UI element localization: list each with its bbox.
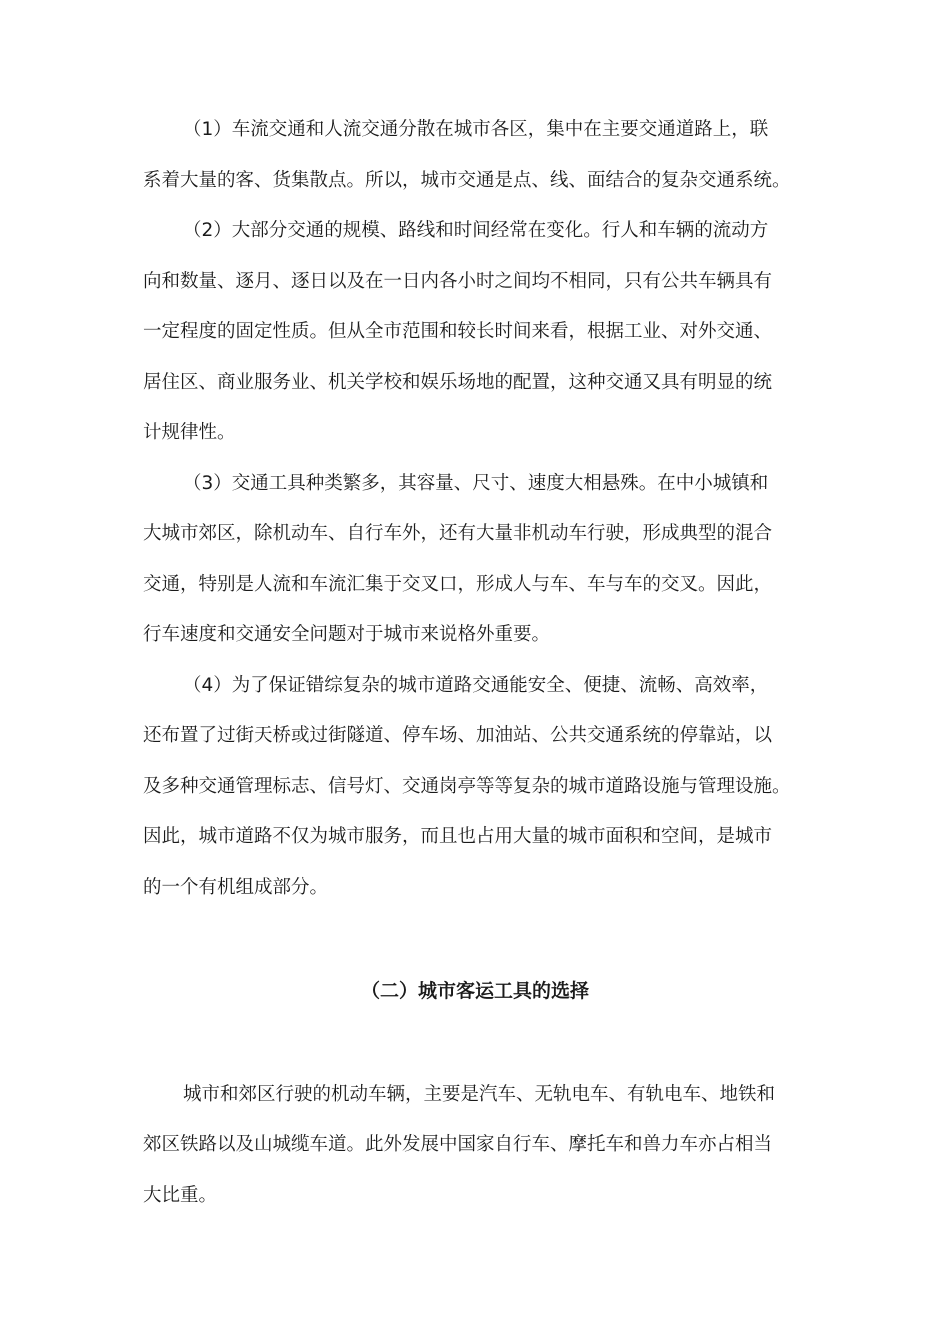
paragraph-1-line-2: 系着大量的客、货集散点。所以，城市交通是点、线、面结合的复杂交通系统。 [143, 170, 791, 191]
paragraph-3-line-2: 大城市郊区，除机动车、自行车外，还有大量非机动车行驶，形成典型的混合 [143, 523, 773, 544]
section-paragraph-line-2: 郊区铁路以及山城缆车道。此外发展中国家自行车、摩托车和兽力车亦占相当 [143, 1134, 773, 1155]
paragraph-4-line-3: 及多种交通管理标志、信号灯、交通岗亭等等复杂的城市道路设施与管理设施。 [143, 776, 791, 797]
paragraph-3-line-4: 行车速度和交通安全问题对于城市来说格外重要。 [143, 624, 551, 645]
paragraph-2-line-5: 计规律性。 [143, 422, 236, 443]
paragraph-3-line-1: （3）交通工具种类繁多，其容量、尺寸、速度大相悬殊。在中小城镇和 [183, 473, 769, 494]
paragraph-4-line-4: 因此，城市道路不仅为城市服务，而且也占用大量的城市面积和空间，是城市 [143, 826, 773, 847]
paragraph-2-line-1: （2）大部分交通的规模、路线和时间经常在变化。行人和车辆的流动方 [183, 220, 769, 241]
paragraph-2-line-3: 一定程度的固定性质。但从全市范围和较长时间来看，根据工业、对外交通、 [143, 321, 773, 342]
section-paragraph-line-3: 大比重。 [143, 1185, 218, 1206]
paragraph-2-line-2: 向和数量、逐月、逐日以及在一日内各小时之间均不相同，只有公共车辆具有 [143, 271, 773, 292]
paragraph-3-line-3: 交通，特别是人流和车流汇集于交叉口，形成人与车、车与车的交叉。因此， [143, 574, 773, 595]
paragraph-4-line-5: 的一个有机组成部分。 [143, 877, 329, 898]
paragraph-4-line-1: （4）为了保证错综复杂的城市道路交通能安全、便捷、流畅、高效率， [183, 675, 769, 696]
paragraph-2-line-4: 居住区、商业服务业、机关学校和娱乐场地的配置，这种交通又具有明显的统 [143, 372, 773, 393]
section-paragraph-line-1: 城市和郊区行驶的机动车辆，主要是汽车、无轨电车、有轨电车、地铁和 [183, 1084, 776, 1105]
paragraph-4-line-2: 还布置了过街天桥或过街隧道、停车场、加油站、公共交通系统的停靠站，以 [143, 725, 773, 746]
paragraph-1-line-1: （1）车流交通和人流交通分散在城市各区，集中在主要交通道路上，联 [183, 119, 769, 140]
section-heading: （二）城市客运工具的选择 [360, 980, 589, 1002]
